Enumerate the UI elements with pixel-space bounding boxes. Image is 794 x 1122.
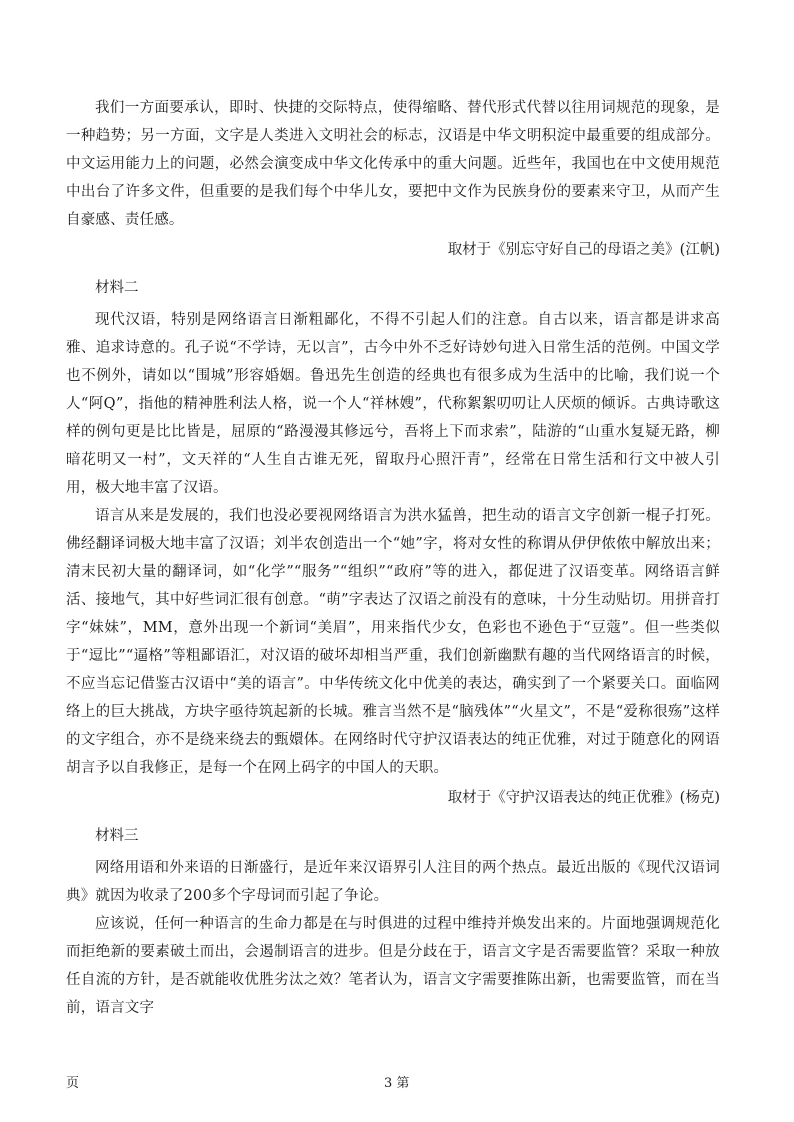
- material2-paragraph-1: 现代汉语，特别是网络语言日渐粗鄙化，不得不引起人们的注意。自古以来，语言都是讲求高雅、追求诗意的。孔子说“不学诗，无以言”，古今中外不乏好诗妙句进入日常生活的范例。中国文学也不例外，请如以“围城”形容婚姻。鲁迅先生创造的经典也有很多成为生活中的比喻，我们说一个人“阿Q”，指他的精神胜利法人格，说一个人“祥林嫂”，代称絮絮叨叨让人厌烦的倾诉。古典诗歌这样的例句更是比比皆是，屈原的“路漫漫其修远兮，吾将上下而求索”，陆游的“山重水复疑无路，柳暗花明又一村”，文天祥的“人生自古谁无死，留取丹心照汗青”，经常在日常生活和行文中被人引用，极大地丰富了汉语。: [66, 312, 720, 496]
- material2-paragraph-2: 语言从来是发展的，我们也没必要视网络语言为洪水猛兽，把生动的语言文字创新一棍子打死。佛经翻译词极大地丰富了汉语；刘半农创造出一个“她”字，将对女性的称谓从伊伊侬侬中解放出来；清末民初大量的翻译词，如“化学”“服务”“组织”“政府”等的进入，都促进了汉语变革。网络语言鲜活、接地气，其中好些词汇很有创意。“萌”字表达了汉语之前没有的意味，十分生动贴切。用拼音打字“妹妹”，MM，意外出现一个新词“美眉”，用来指代少女，色彩也不逊色于“豆蔻”。但一些类似于“逗比”“逼格”等粗鄙语汇，对汉语的破坏却相当严重，我们创新幽默有趣的当代网络语言的时候，不应当忘记借鉴古汉语中“美的语言”。中华传统文化中优美的表达，确实到了一个紧要关口。面临网络上的巨大挑战，方块字亟待筑起新的长城。雅言当然不是“脑残体”“火星文”，不是“爱称很殇”这样的文字组合，亦不是绕来绕去的甄嬛体。在网络时代守护汉语表达的纯正优雅，对过于随意化的网语胡言予以自我修正，是每一个在网上码字的中国人的天职。: [66, 508, 720, 776]
- material3-paragraph-1: 网络用语和外来语的日渐盛行，是近年来汉语界引人注目的两个热点。最近出版的《现代汉语词典》就因为收录了200多个字母词而引起了争论。: [66, 860, 720, 904]
- footer-page-label: 页: [66, 1076, 80, 1091]
- material3-heading: 材料三: [95, 828, 139, 844]
- material1-paragraph: 我们一方面要承认，即时、快捷的交际特点，使得缩略、替代形式代替以往用词规范的现象，是一种趋势；另一方面，文字是人类进入文明社会的标志，汉语是中华文明积淀中最重要的组成部分。中文运用能力上的问题，必然会演变成中华文化传承中的重大问题。近些年，我国也在中文使用规范中出台了许多文件，但重要的是我们每个中华儿女，要把中文作为民族身份的要素来守卫，从而产生自豪感、责任感。: [66, 100, 720, 228]
- document-page: [66, 94, 720, 1022]
- material2-source: 取材于《守护汉语表达的纯正优雅》(杨克): [447, 790, 720, 806]
- material1-source: 取材于《别忘守好自己的母语之美》(江帆): [447, 242, 720, 258]
- material3-paragraph-2: 应该说，任何一种语言的生命力都是在与时俱进的过程中维持并焕发出来的。片面地强调规范化而拒绝新的要素破土而出，会遏制语言的进步。但是分歧在于，语言文字是否需要监管？采取一种放任自流的方针，是否就能收优胜劣汰之效？笔者认为，语言文字需要推陈出新，也需要监管，而在当前，语言文字: [66, 916, 720, 1016]
- footer-page-number: 3 第: [384, 1076, 410, 1091]
- material2-heading: 材料二: [95, 280, 139, 296]
